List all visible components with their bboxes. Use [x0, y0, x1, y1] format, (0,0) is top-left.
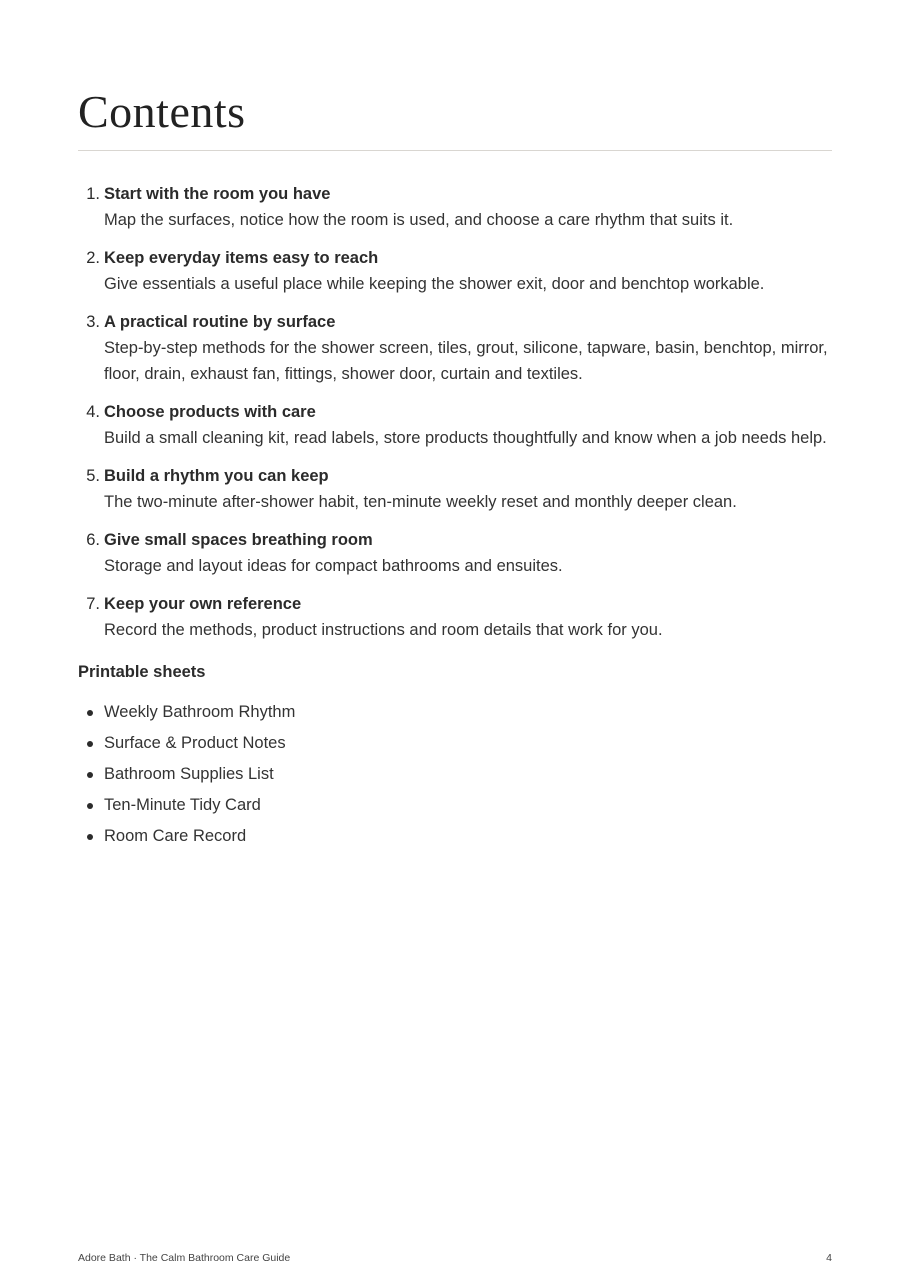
contents-item-number: 7. [86, 595, 100, 613]
bullet-icon [87, 710, 93, 716]
bullet-icon [87, 741, 93, 747]
contents-item-heading: A practical routine by surface [104, 313, 336, 331]
contents-item-heading: Choose products with care [104, 403, 316, 421]
contents-item [78, 309, 832, 387]
contents-item-heading: Build a rhythm you can keep [104, 467, 329, 485]
contents-list [78, 181, 832, 643]
contents-item-description: Build a small cleaning kit, read labels, store products thoughtfully and know when a job needs help. [104, 429, 827, 447]
contents-item-heading: Keep everyday items easy to reach [104, 249, 379, 267]
footer-document-title: Adore Bath · The Calm Bathroom Care Guide [78, 1252, 291, 1264]
printable-sheets-list [78, 697, 832, 852]
contents-item-description: Record the methods, product instructions and room details that work for you. [104, 621, 663, 639]
contents-item [78, 463, 832, 515]
printable-sheet-item [78, 697, 832, 728]
printable-sheet-item [78, 728, 832, 759]
contents-item-number: 2. [86, 249, 100, 267]
contents-item-heading: Give small spaces breathing room [104, 531, 373, 549]
printable-sheet-item [78, 821, 832, 852]
printable-sheet-item [78, 790, 832, 821]
contents-item-heading: Start with the room you have [104, 185, 331, 203]
document-page [78, 0, 832, 852]
printable-sheet-label: Surface & Product Notes [104, 734, 286, 752]
contents-item-description: Map the surfaces, notice how the room is used, and choose a care rhythm that suits it. [104, 211, 734, 229]
contents-item [78, 527, 832, 579]
page-title: Contents [78, 86, 246, 137]
contents-item [78, 591, 832, 643]
printable-sheet-label: Bathroom Supplies List [104, 765, 274, 783]
contents-item-number: 1. [86, 185, 100, 203]
title-divider [78, 150, 832, 151]
contents-item-number: 6. [86, 531, 100, 549]
page-footer [78, 1251, 832, 1265]
bullet-icon [87, 772, 93, 778]
bullet-icon [87, 803, 93, 809]
page-number: 4 [826, 1252, 832, 1264]
contents-item [78, 399, 832, 451]
contents-item [78, 181, 832, 233]
printable-sheets-heading: Printable sheets [78, 663, 206, 681]
printable-sheet-label: Weekly Bathroom Rhythm [104, 703, 296, 721]
bullet-icon [87, 834, 93, 840]
contents-item-number: 5. [86, 467, 100, 485]
printable-sheet-item [78, 759, 832, 790]
contents-item [78, 245, 832, 297]
contents-item-description: The two-minute after-shower habit, ten-minute weekly reset and monthly deeper clean. [104, 493, 737, 511]
contents-item-heading: Keep your own reference [104, 595, 302, 613]
contents-item-description: Step-by-step methods for the shower screen, tiles, grout, silicone, tapware, basin, benchtop, mirror, floor, drain, exhaust fan, fittings, shower door, curtain and textiles. [104, 339, 828, 383]
contents-item-number: 4. [86, 403, 100, 421]
printable-sheet-label: Ten-Minute Tidy Card [104, 796, 261, 814]
contents-item-description: Give essentials a useful place while keeping the shower exit, door and benchtop workable. [104, 275, 765, 293]
contents-item-number: 3. [86, 313, 100, 331]
printable-sheet-label: Room Care Record [104, 827, 247, 845]
contents-item-description: Storage and layout ideas for compact bathrooms and ensuites. [104, 557, 563, 575]
